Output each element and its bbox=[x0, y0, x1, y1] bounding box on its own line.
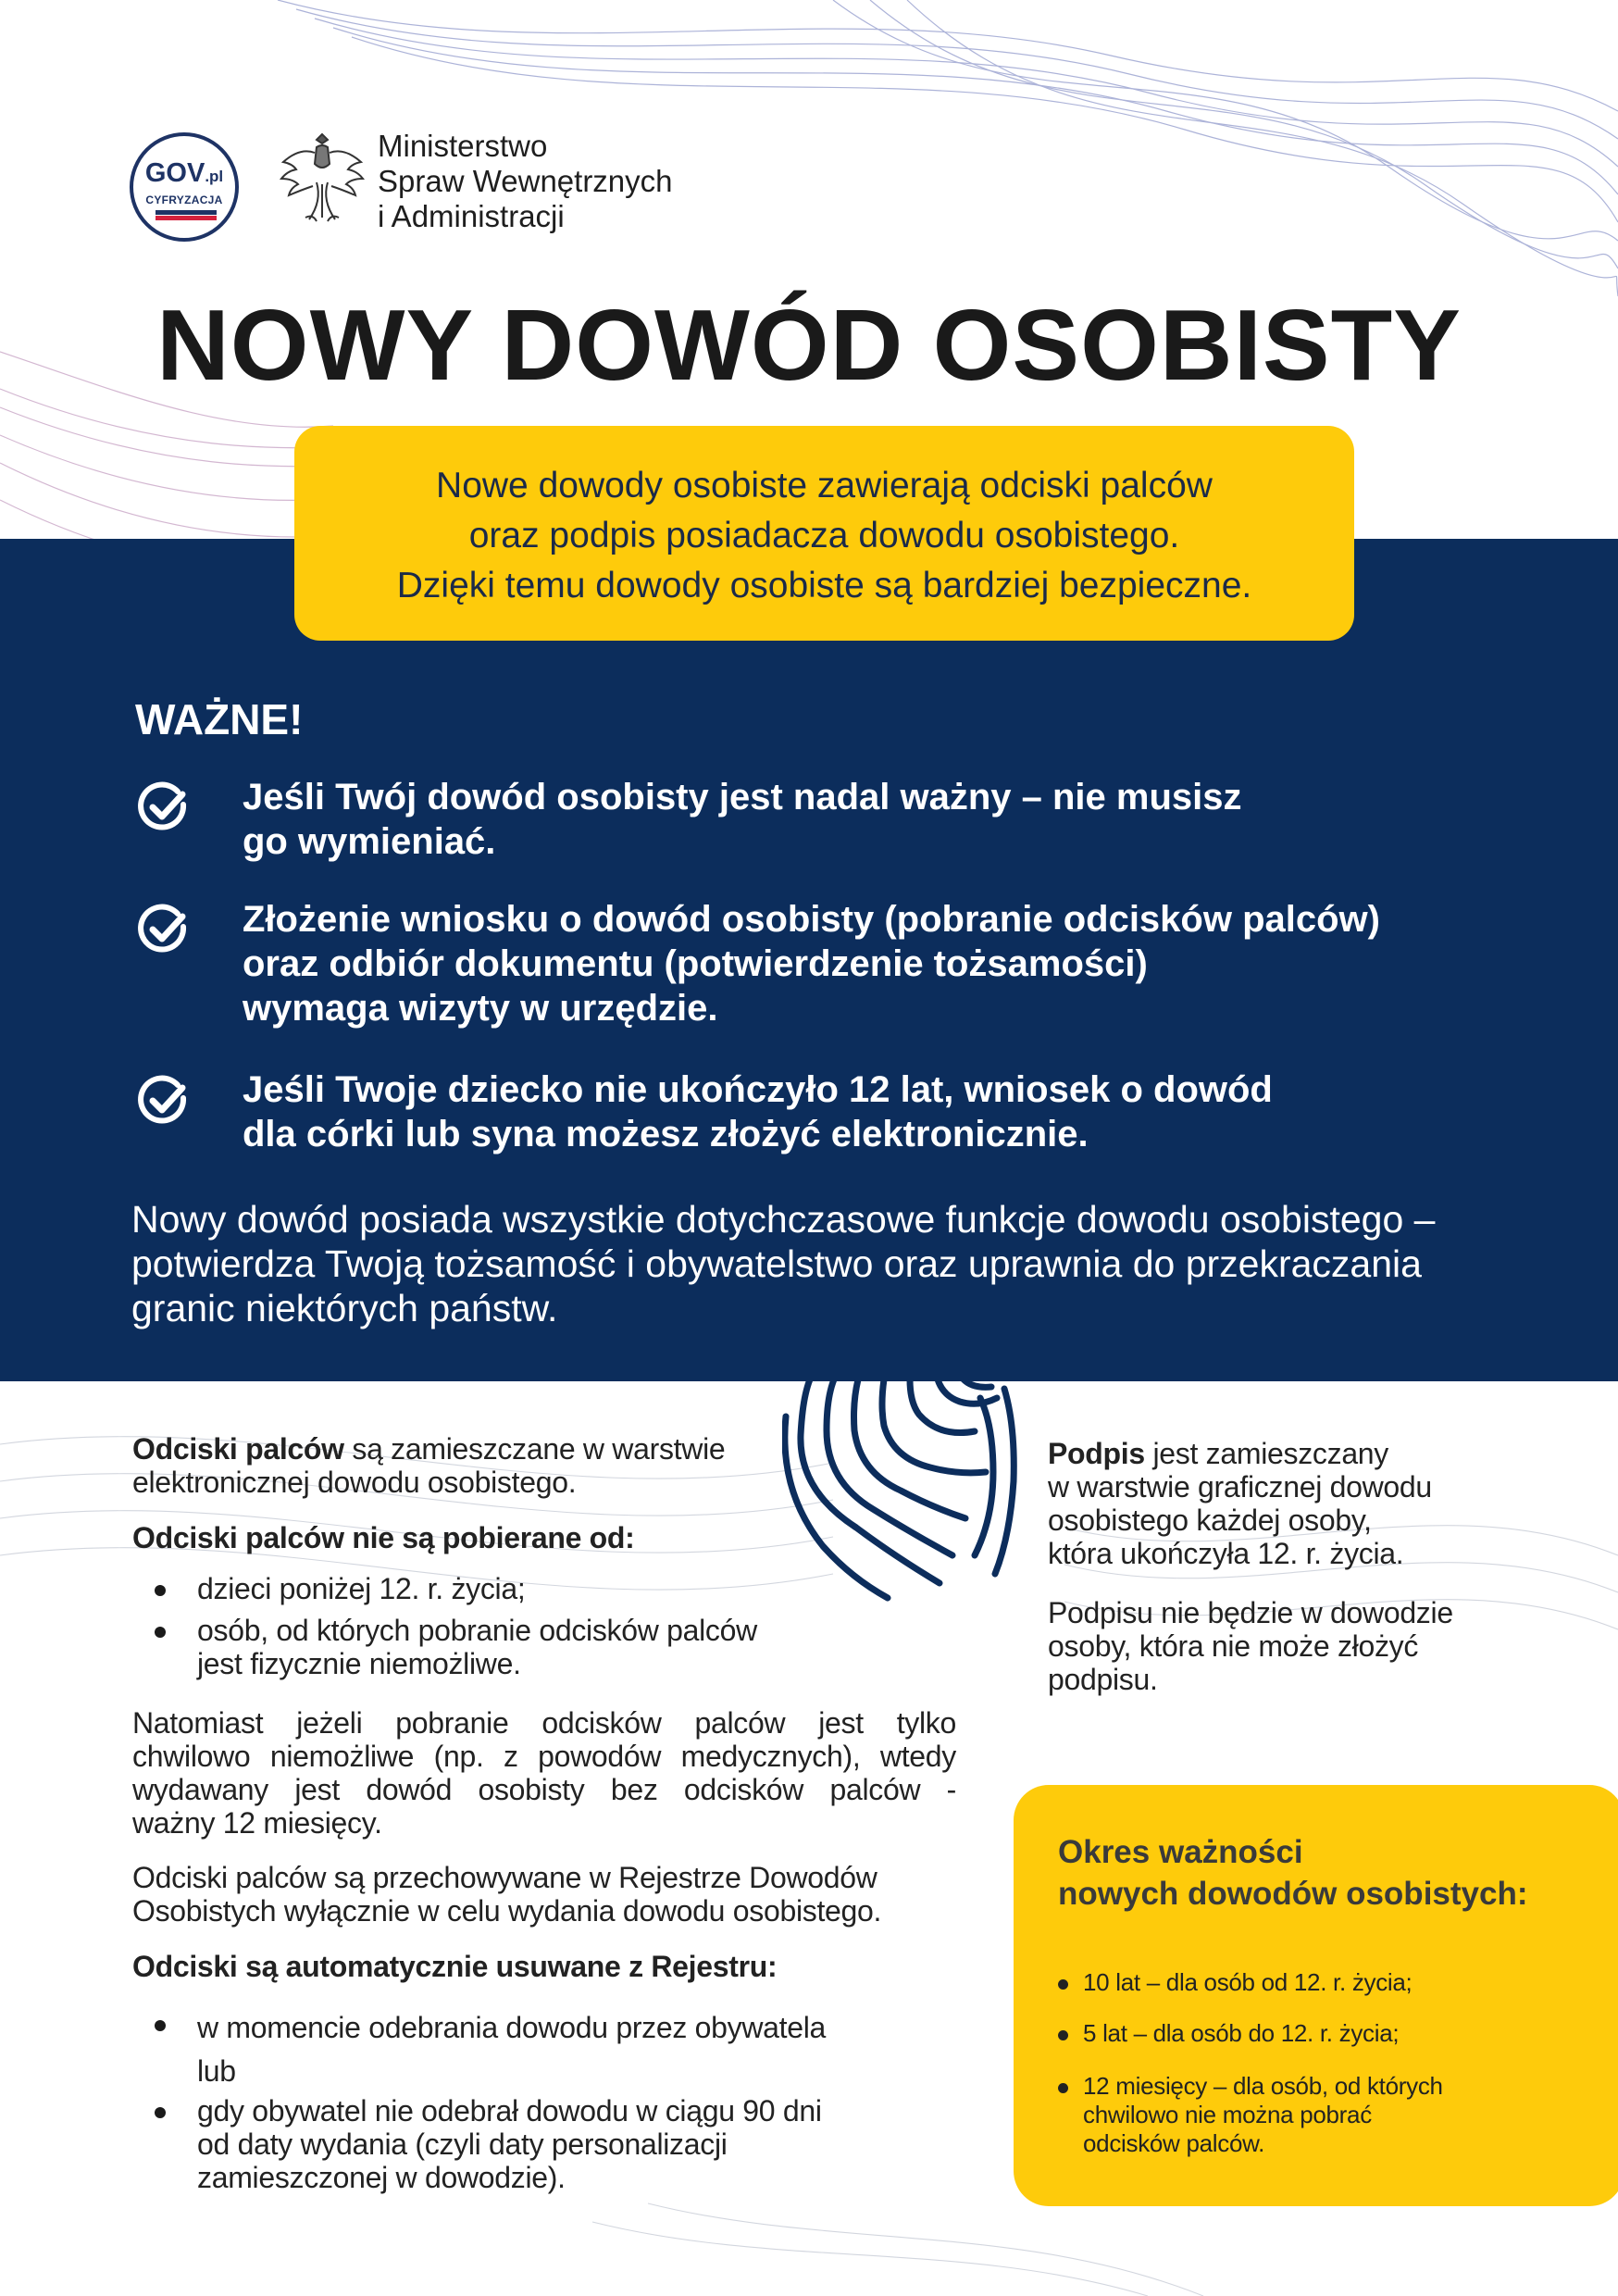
fingerprint-icon bbox=[782, 1379, 1023, 1602]
storage-paragraph: Odciski palców są przechowywane w Rejestrze Dowodów Osobistych wyłącznie w celu wydania dowodu osobistego. bbox=[132, 1861, 882, 1928]
not-taken-heading: Odciski palców nie są pobierane od: bbox=[132, 1521, 635, 1554]
intro-box: Nowe dowody osobiste zawierają odciski palców oraz podpis posiadacza dowodu osobistego. Dzięki temu dowody osobiste są bardziej bezpieczne. bbox=[294, 426, 1354, 641]
header-logos bbox=[130, 125, 778, 245]
bullet-icon bbox=[155, 2107, 166, 2118]
validity-item-3: 12 miesięcy – dla osób, od których chwilowo nie można pobrać odcisków palców. bbox=[1083, 2072, 1443, 2157]
important-paragraph: Nowy dowód posiada wszystkie dotychczasowe funkcje dowodu osobistego – potwierdza Twoją tożsamość i obywatelstwo oraz uprawnia do przekraczania granic niektórych państw. bbox=[131, 1198, 1436, 1329]
signature-paragraph: Podpis jest zamieszczany w warstwie graficznej dowodu osobistego każdej osoby, która ukończyła 12. r. życia. bbox=[1048, 1437, 1432, 1570]
check-circle-icon bbox=[137, 903, 191, 956]
page-title: NOWY DOWÓD OSOBISTY bbox=[156, 289, 1462, 402]
polish-eagle-emblem-icon bbox=[278, 125, 367, 232]
important-point-1: Jeśli Twój dowód osobisty jest nadal ważny – nie musisz go wymieniać. bbox=[243, 777, 1242, 862]
validity-item-1: 10 lat – dla osób od 12. r. życia; bbox=[1083, 1968, 1413, 1996]
not-taken-item-2: osób, od których pobranie odcisków palców jest fizycznie niemożliwe. bbox=[197, 1614, 757, 1680]
bullet-icon bbox=[1058, 2083, 1068, 2093]
gov-pl-logo: GOV.pl CYFRYZACJA bbox=[130, 132, 239, 242]
bullet-icon bbox=[155, 2020, 166, 2031]
ministry-name: Ministerstwo Spraw Wewnętrznych i Administracji bbox=[378, 129, 673, 233]
removed-heading: Odciski są automatycznie usuwane z Rejestru: bbox=[132, 1950, 778, 1983]
removed-item-2: gdy obywatel nie odebrał dowodu w ciągu 90 dni od daty wydania (czyli daty personalizacji zamieszczonej w dowodzie). bbox=[197, 2094, 822, 2194]
validity-item-2: 5 lat – dla osób do 12. r. życia; bbox=[1083, 2019, 1400, 2047]
check-circle-icon bbox=[137, 780, 191, 834]
bullet-icon bbox=[1058, 1979, 1068, 1990]
important-point-2: Złożenie wniosku o dowód osobisty (pobranie odcisków palców) oraz odbiór dokumentu (potwierdzenie tożsamości) wymaga wizyty w urzędzie. bbox=[243, 899, 1380, 1029]
not-taken-item-1: dzieci poniżej 12. r. życia; bbox=[197, 1572, 526, 1605]
temporary-paragraph: Natomiast jeżeli pobranie odcisków palców jest tylko chwilowo niemożliwe (np. z powodów medycznych), wtedy wydawany jest dowód osobisty bez odcisków palców - ważny 12 miesięcy. bbox=[132, 1706, 956, 1840]
bullet-icon bbox=[1058, 2030, 1068, 2040]
no-signature-paragraph: Podpisu nie będzie w dowodzie osoby, która nie może złożyć podpisu. bbox=[1048, 1596, 1453, 1696]
validity-title: Okres ważności nowych dowodów osobistych: bbox=[1058, 1834, 1528, 1912]
fingerprints-intro: Odciski palców są zamieszczane w warstwie elektronicznej dowodu osobistego. bbox=[132, 1432, 726, 1499]
important-point-3: Jeśli Twoje dziecko nie ukończyło 12 lat, wniosek o dowód dla córki lub syna możesz złożyć elektronicznie. bbox=[243, 1069, 1273, 1154]
bullet-icon bbox=[155, 1585, 166, 1596]
removed-item-1: w momencie odebrania dowodu przez obywatela lub bbox=[197, 2011, 827, 2088]
important-heading: WAŻNE! bbox=[135, 695, 304, 743]
bullet-icon bbox=[155, 1627, 166, 1638]
check-circle-icon bbox=[137, 1074, 191, 1128]
